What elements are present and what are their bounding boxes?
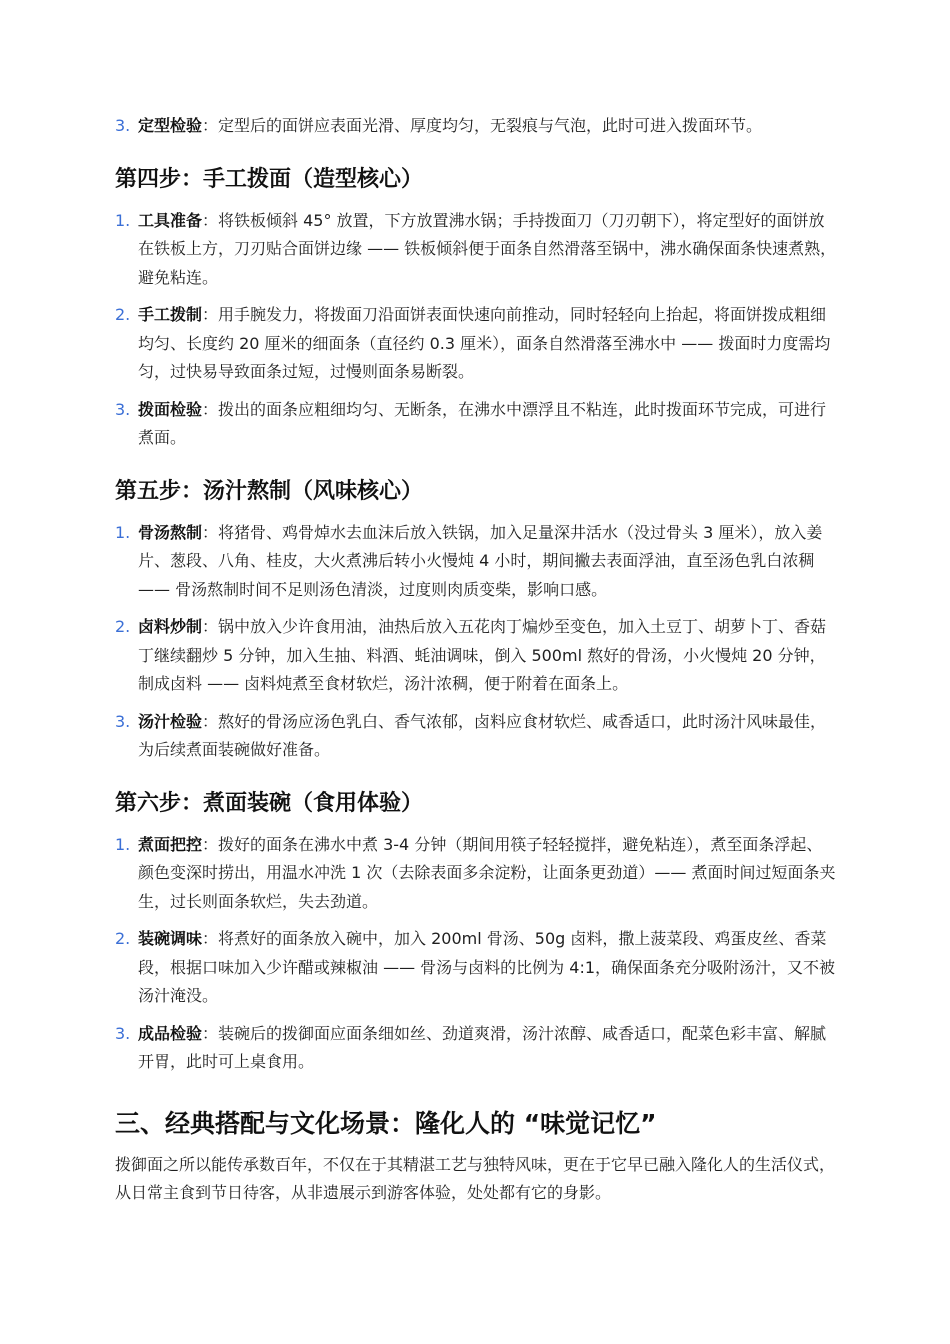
- list-number: 1.: [115, 522, 131, 542]
- item-text: ：装碗后的拨御面应面条细如丝、劲道爽滑，汤汁浓醇、咸香适口，配菜色彩丰富、解腻开胃，此时可上桌食用。: [138, 1023, 827, 1071]
- item-label: 定型检验: [138, 116, 203, 135]
- item-label: 拨面检验: [138, 399, 203, 419]
- item-label: 装碗调味: [138, 929, 203, 948]
- item-text: ：将煮好的面条放入碗中，加入 200ml 骨汤、50g 卤料，撒上菠菜段、鸡蛋皮丝、香菜段，根据口味加入少许醋或辣椒油 —— 骨汤与卤料的比例为 4:1，确保面条充分吸附汤汁，又不被汤汁淹没。: [138, 929, 836, 1005]
- document-page: [115, 112, 837, 1208]
- list-item: [115, 708, 837, 765]
- step4-heading: 第四步：手工拨面（造型核心）: [115, 166, 424, 192]
- list-item: [115, 112, 837, 141]
- item-label: 工具准备: [138, 210, 203, 230]
- list-number: 2.: [115, 305, 131, 324]
- list-number: 3.: [115, 1023, 131, 1043]
- item-text: ：熬好的骨汤应汤色乳白、香气浓郁，卤料应食材软烂、咸香适口，此时汤汁风味最佳，为后续煮面装碗做好准备。: [138, 711, 827, 759]
- list-item: [115, 207, 837, 293]
- item-text: ：用手腕发力，将拨面刀沿面饼表面快速向前推动，同时轻轻向上抬起，将面饼拨成粗细均匀、长度约 20 厘米的细面条（直径约 0.3 厘米），面条自然滑落至沸水中 —— 拨面时力度需均匀，过快易导致面条过短，过慢则面条易断裂。: [138, 305, 831, 381]
- item-text: ：拨好的面条在沸水中煮 3-4 分钟（期间用筷子轻轻搅拌，避免粘连），煮至面条浮起、颜色变深时捞出，用温水冲洗 1 次（去除表面多余淀粉，让面条更劲道）—— 煮面时间过短面条夹生，过长则面条软烂，失去劲道。: [138, 834, 836, 911]
- list-item: [115, 396, 837, 453]
- item-text: ：拨出的面条应粗细均匀、无断条，在沸水中漂浮且不粘连，此时拨面环节完成，可进行煮面。: [138, 399, 827, 447]
- step6-heading: 第六步：煮面装碗（食用体验）: [115, 790, 424, 816]
- section3-heading: 三、经典搭配与文化场景：隆化人的 “味觉记忆”: [115, 1108, 657, 1138]
- list-number: 3.: [115, 399, 131, 419]
- item-label: 手工拨制: [138, 305, 203, 324]
- item-text: ：锅中放入少许食用油，油热后放入五花肉丁煸炒至变色，加入土豆丁、胡萝卜丁、香菇丁继续翻炒 5 分钟，加入生抽、料酒、蚝油调味，倒入 500ml 熬好的骨汤，小火慢炖 20 分钟，制成卤料 —— 卤料炖煮至食材软烂，汤汁浓稠，便于附着在面条上。: [138, 617, 827, 693]
- step6-list: [115, 831, 837, 1077]
- list-item: [115, 925, 837, 1011]
- list-item: [115, 301, 837, 387]
- item-text: ：定型后的面饼应表面光滑、厚度均匀，无裂痕与气泡，此时可进入拨面环节。: [202, 116, 763, 135]
- list-number: 2.: [115, 617, 131, 636]
- item-text: ：将铁板倾斜 45° 放置，下方放置沸水锅；手持拨面刀（刀刃朝下），将定型好的面饼放在铁板上方，刀刃贴合面饼边缘 —— 铁板倾斜便于面条自然滑落至锅中，沸水确保面条快速煮熟，避免粘连。: [138, 210, 837, 287]
- item-text: ：将猪骨、鸡骨焯水去血沫后放入铁锅，加入足量深井活水（没过骨头 3 厘米），放入姜片、葱段、八角、桂皮，大火煮沸后转小火慢炖 4 小时，期间撇去表面浮油，直至汤色乳白浓稠 —— 骨汤熬制时间不足则汤色清淡，过度则肉质变柴，影响口感。: [138, 522, 823, 599]
- list-number: 3.: [115, 116, 131, 135]
- step5-heading: 第五步：汤汁熬制（风味核心）: [115, 478, 424, 504]
- list-number: 1.: [115, 210, 131, 230]
- list-item: [115, 1020, 837, 1077]
- list-number: 2.: [115, 929, 131, 948]
- section3-paragraph: 拨御面之所以能传承数百年，不仅在于其精湛工艺与独特风味，更在于它早已融入隆化人的生活仪式，从日常主食到节日待客，从非遗展示到游客体验，处处都有它的身影。: [115, 1154, 836, 1202]
- item-label: 骨汤熬制: [138, 522, 203, 542]
- item-label: 成品检验: [138, 1023, 203, 1043]
- item-label: 卤料炒制: [138, 617, 203, 636]
- step4-list: [115, 207, 837, 453]
- item-label: 煮面把控: [138, 834, 203, 854]
- list-item: [115, 613, 837, 699]
- list-number: 1.: [115, 834, 131, 854]
- list-item: [115, 519, 837, 605]
- step3-tail-list: [115, 112, 837, 141]
- item-label: 汤汁检验: [138, 711, 203, 731]
- step5-list: [115, 519, 837, 765]
- list-number: 3.: [115, 711, 131, 731]
- list-item: [115, 831, 837, 917]
